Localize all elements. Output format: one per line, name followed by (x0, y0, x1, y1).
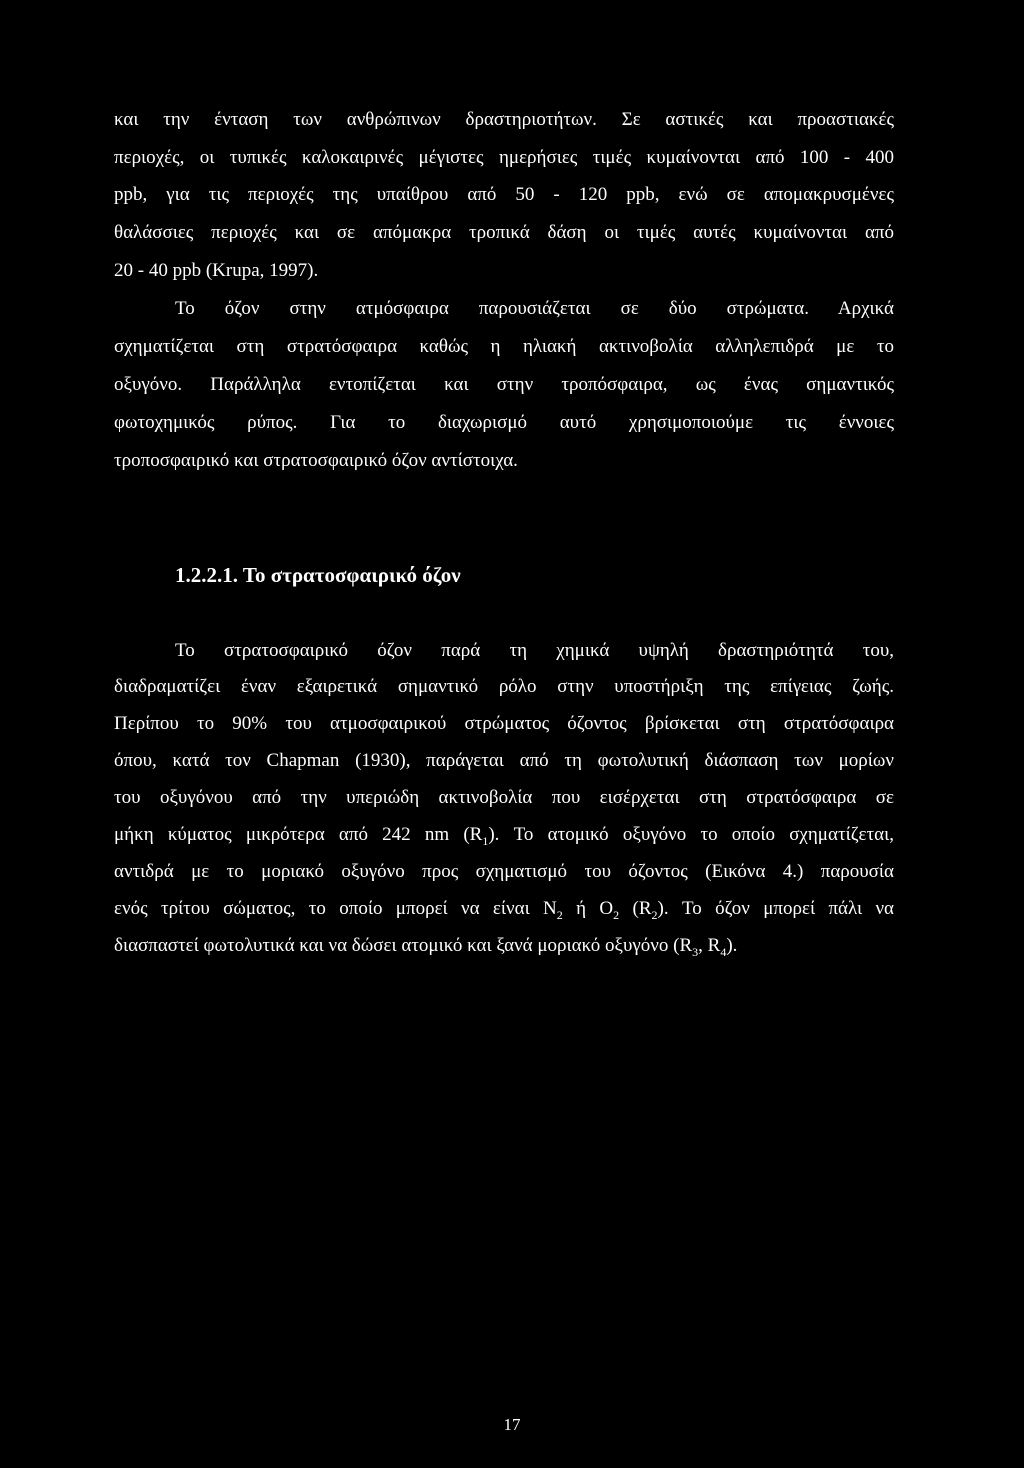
paragraph2-line-3: οξυγόνο. Παράλληλα εντοπίζεται και στην τροπόσφαιρα, ως ένας σημαντικός (114, 374, 894, 395)
line8-text-b: ή O (562, 898, 614, 919)
paragraph2-line-1: Το όζον στην ατμόσφαιρα παρουσιάζεται σε δύο στρώματα. Αρχικά (175, 298, 894, 319)
paragraph3-line-2: διαδραματίζει έναν εξαιρετικά σημαντικό ρόλο στην υποστήριξη της επίγειας ζωής. (114, 676, 894, 697)
line8-text-c: (R (619, 898, 652, 919)
line8-text-a: ενός τρίτου σώματος, το οποίο μπορεί να είναι N (114, 898, 557, 919)
paragraph3-line-4: όπου, κατά τον Chapman (1930), παράγεται από τη φωτολυτική διάσπαση των μορίων (114, 750, 894, 771)
page-number: 17 (503, 1415, 521, 1434)
paragraph3-line-9 (114, 934, 894, 958)
line6-text-a: μήκη κύματος μικρότερα από 242 nm (R (114, 824, 483, 845)
line9-text-c: ). (726, 935, 738, 956)
paragraph3-line-6 (114, 823, 894, 847)
paragraph3-line-1: Το στρατοσφαιρικό όζον παρά τη χημικά υψηλή δραστηριότητά του, (175, 640, 894, 661)
paragraph2-line-2: σχηματίζεται στη στρατόσφαιρα καθώς η ηλιακή ακτινοβολία αλληλεπιδρά με το (114, 336, 894, 357)
line6-subscript: 1 (482, 833, 489, 848)
paragraph2-line-4: φωτοχημικός ρύπος. Για το διαχωρισμό αυτό χρησιμοποιούμε τις έννοιες (114, 412, 894, 433)
paragraph1-line-4: θαλάσσιες περιοχές και σε απόμακρα τροπικά δάση οι τιμές αυτές κυμαίνονται από (114, 222, 894, 243)
paragraph3-line-8 (114, 897, 894, 921)
line6-text-b: ). Το ατομικό οξυγόνο το οποίο σχηματίζεται, (488, 824, 894, 845)
paragraph1-line-5: 20 - 40 ppb (Krupa, 1997). (114, 260, 319, 281)
line9-subscript-1: 3 (692, 944, 699, 959)
line9-text-a: διασπαστεί φωτολυτικά και να δώσει ατομικό και ξανά μοριακό οξυγόνο (R (114, 935, 693, 956)
paragraph1-line-2: περιοχές, οι τυπικές καλοκαιρινές μέγιστες ημερήσιες τιμές κυμαίνονται από 100 - 400 (114, 147, 894, 168)
paragraph3-line-3: Περίπου το 90% του ατμοσφαιρικού στρώματος όζοντος βρίσκεται στη στρατόσφαιρα (114, 713, 894, 734)
paragraph1-line-1: και την ένταση των ανθρώπινων δραστηριοτήτων. Σε αστικές και προαστιακές (114, 109, 894, 130)
line9-subscript-2: 4 (720, 944, 727, 959)
section-heading: 1.2.2.1. Το στρατοσφαιρικό όζον (175, 563, 461, 587)
paragraph1-line-3: ppb, για τις περιοχές της υπαίθρου από 50 - 120 ppb, ενώ σε απομακρυσμένες (114, 184, 894, 205)
paragraph3-line-5: του οξυγόνου από την υπεριώδη ακτινοβολία που εισέρχεται στη στρατόσφαιρα σε (114, 787, 894, 808)
paragraph3-line-7: αντιδρά με το μοριακό οξυγόνο προς σχηματισμό του όζοντος (Εικόνα 4.) παρουσία (114, 861, 894, 882)
line8-subscript-3: 2 (651, 907, 658, 922)
line8-text-d: ). Το όζον μπορεί πάλι να (657, 898, 895, 919)
line9-text-b: , R (698, 935, 721, 956)
line8-subscript-2: 2 (613, 907, 620, 922)
paragraph2-line-5: τροποσφαιρικό και στρατοσφαιρικό όζον αντίστοιχα. (114, 450, 518, 471)
line8-subscript-1: 2 (556, 907, 563, 922)
